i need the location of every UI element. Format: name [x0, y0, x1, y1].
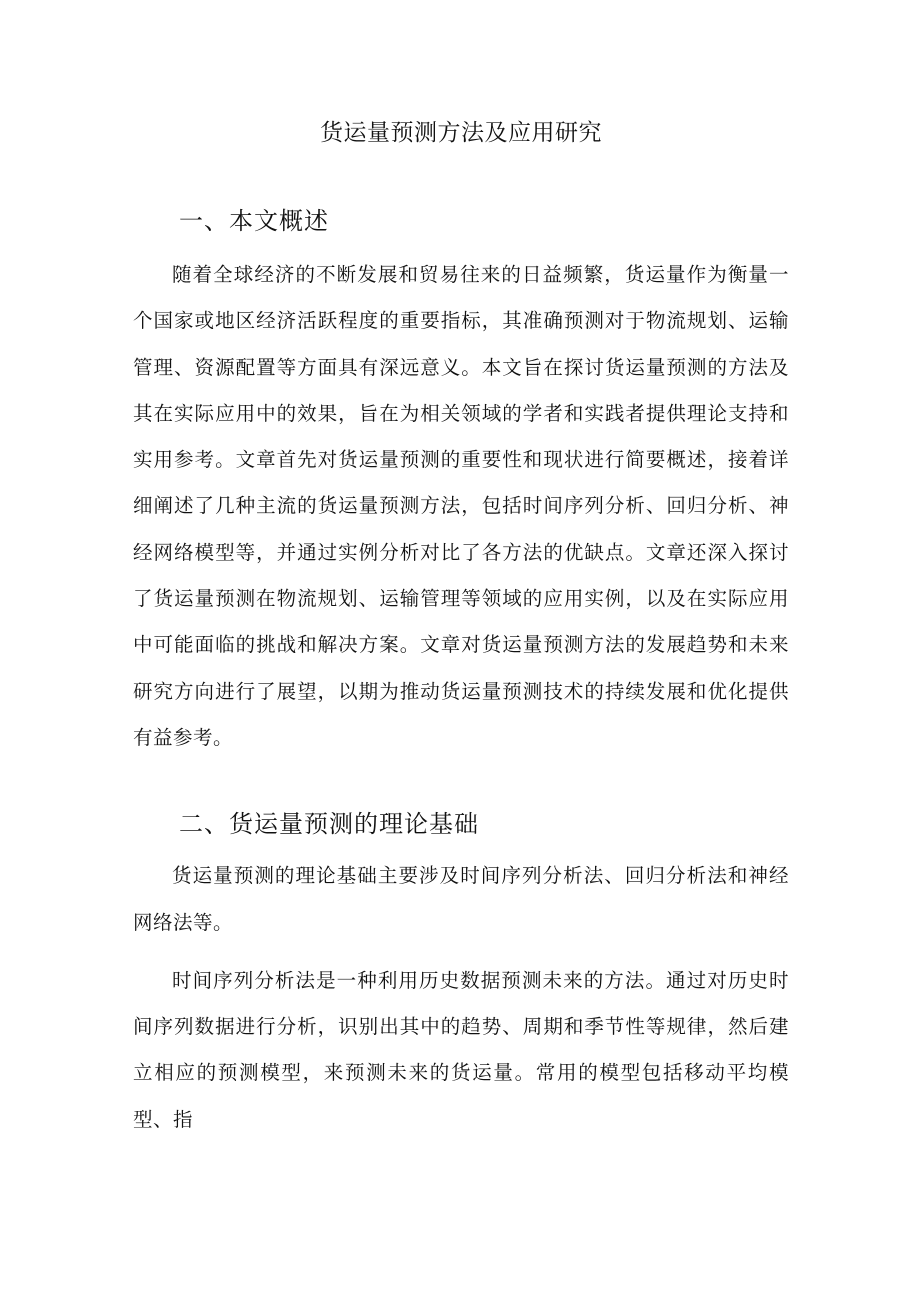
paragraph-overview: 随着全球经济的不断发展和贸易往来的日益频繁，货运量作为衡量一个国家或地区经济活跃程度的重要指标，其准确预测对于物流规划、运输管理、资源配置等方面具有深远意义。本文旨在探讨货运量预测的方法及其在实际应用中的效果，旨在为相关领域的学者和实践者提供理论支持和实用参考。文章首先对货运量预测的重要性和现状进行简要概述，接着详细阐述了几种主流的货运量预测方法，包括时间序列分析、回归分析、神经网络模型等，并通过实例分析对比了各方法的优缺点。文章还深入探讨了货运量预测在物流规划、运输管理等领域的应用实例，以及在实际应用中可能面临的挑战和解决方案。文章对货运量预测方法的发展趋势和未来研究方向进行了展望，以期为推动货运量预测技术的持续发展和优化提供有益参考。: [133, 263, 789, 749]
document-title: 货运量预测方法及应用研究: [320, 120, 602, 146]
paragraph-time-series: 时间序列分析法是一种利用历史数据预测未来的方法。通过对历史时间序列数据进行分析，识别出其中的趋势、周期和季节性等规律，然后建立相应的预测模型，来预测未来的货运量。常用的模型包括移动平均模型、指: [133, 968, 789, 1131]
paragraph-theory-intro: 货运量预测的理论基础主要涉及时间序列分析法、回归分析法和神经网络法等。: [133, 864, 789, 934]
section-heading-overview: 一、本文概述: [179, 207, 329, 235]
section-heading-theory: 二、货运量预测的理论基础: [179, 810, 479, 839]
